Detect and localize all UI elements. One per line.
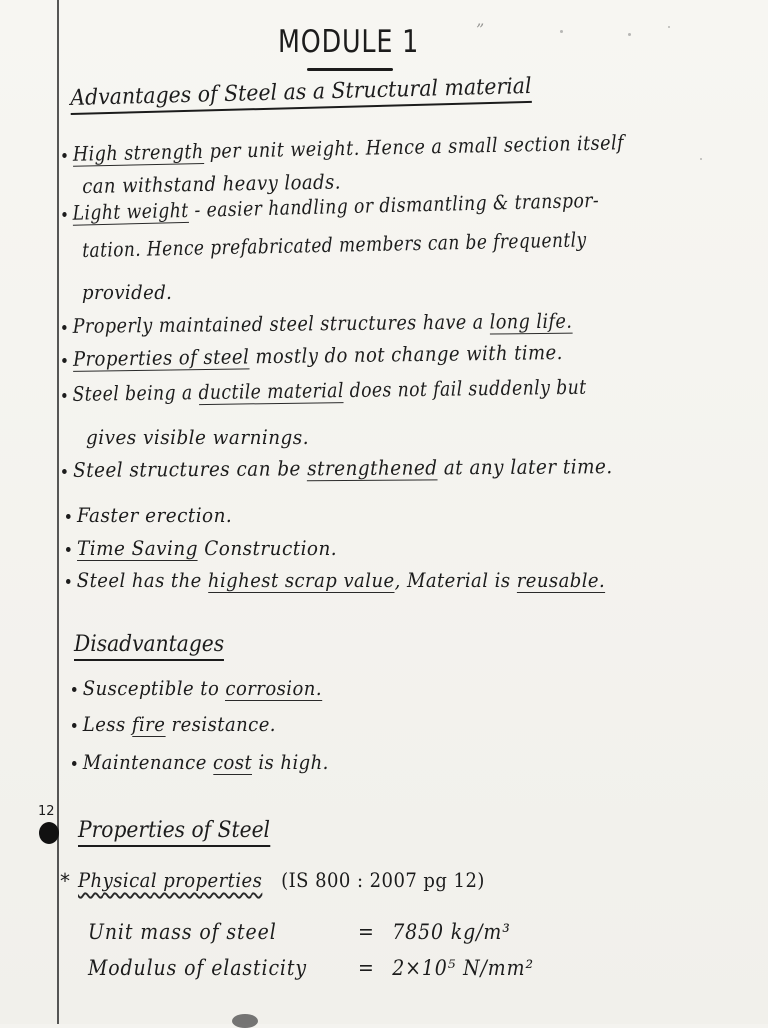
margin-rule — [57, 0, 59, 1024]
bullet-icon — [62, 358, 67, 363]
margin-dot-icon — [39, 822, 59, 844]
adv-line-12: Time Saving Construction. — [66, 536, 337, 560]
speck — [560, 30, 563, 33]
bullet-icon — [66, 547, 71, 552]
speck — [628, 33, 631, 36]
adv-line-7: Properties of steel mostly do not change with time. — [62, 340, 563, 371]
adv-line-11: Faster erection. — [66, 503, 232, 527]
bullet-icon — [62, 393, 66, 398]
asterisk-icon: * — [60, 869, 70, 893]
bullet-icon — [62, 153, 67, 158]
adv-line-1: High strength per unit weight. Hence a small section itself — [62, 130, 624, 166]
bullet-icon — [66, 579, 71, 584]
bullet-icon — [72, 723, 77, 728]
adv-line-13: Steel has the highest scrap value, Material is reusable. — [66, 568, 605, 592]
bullet-icon — [62, 469, 67, 474]
advantages-heading — [70, 74, 532, 111]
adv-line-9: gives visible warnings. — [86, 425, 309, 449]
speck — [668, 26, 670, 28]
disadv-item-3: Maintenance cost is high. — [72, 750, 329, 774]
disadv-item-1: Susceptible to corrosion. — [72, 676, 322, 700]
margin-page-number: 12 — [38, 804, 55, 819]
bullet-icon — [62, 212, 66, 217]
advantages-heading-text: Advantages of Steel as a Structural material — [70, 74, 532, 115]
adv-line-6: Properly maintained steel structures have a long life. — [62, 309, 572, 338]
adv-line-2: can withstand heavy loads. — [82, 169, 342, 198]
title-underline — [307, 68, 393, 71]
bullet-icon — [72, 761, 77, 766]
physical-properties-line: Physical properties (IS 800 : 2007 pg 12) — [78, 868, 485, 892]
adv-line-3: Light weight - easier handling or dismantling & transpor- — [62, 188, 599, 225]
bullet-icon — [72, 687, 77, 692]
unit-mass-row: Unit mass of steel = 7850 kg/m³ — [88, 920, 511, 944]
adv-line-5: provided. — [82, 280, 173, 304]
header-marks: ” — [476, 20, 485, 39]
ink-blot — [232, 1014, 258, 1028]
properties-heading: Properties of Steel — [78, 818, 270, 843]
bullet-icon — [66, 514, 71, 519]
adv-line-8: Steel being a ductile material does not fail suddenly but — [62, 375, 587, 406]
modulus-row: Modulus of elasticity = 2×10⁵ N/mm² — [88, 956, 534, 980]
adv-line-10: Steel structures can be strengthened at any later time. — [62, 454, 613, 482]
disadvantages-heading: Disadvantages — [74, 632, 224, 657]
speck — [700, 158, 702, 160]
bullet-icon — [62, 325, 66, 330]
page-title: MODULE 1 — [278, 24, 420, 60]
adv-line-4: tation. Hence prefabricated members can be frequently — [82, 227, 587, 262]
disadv-item-2: Less fire resistance. — [72, 712, 276, 736]
